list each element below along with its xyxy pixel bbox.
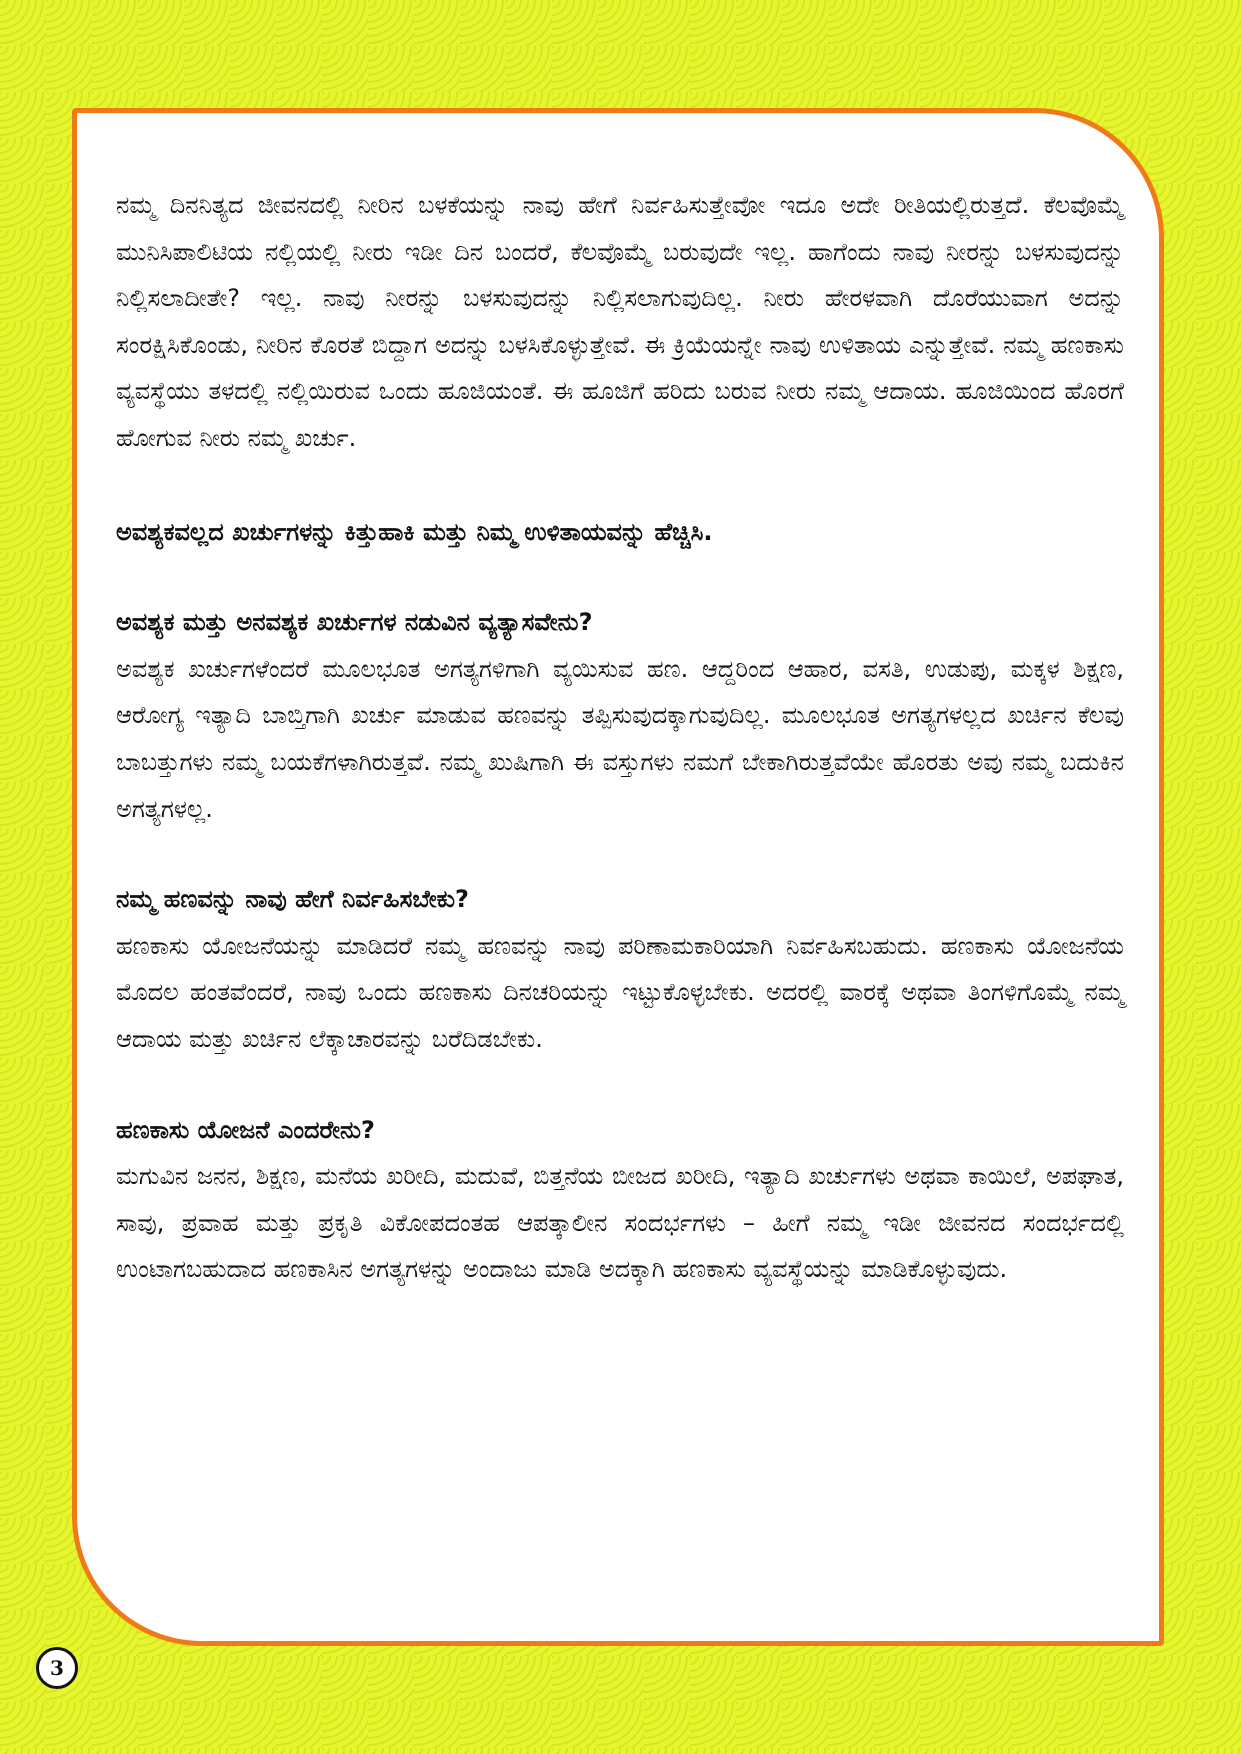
paragraph-necessary-expenses: ಅವಶ್ಯಕ ಖರ್ಚುಗಳೆಂದರೆ ಮೂಲಭೂತ ಅಗತ್ಯಗಳಿಗಾಗಿ ವ್ಯಯಿಸುವ ಹಣ. ಆದ್ದರಿಂದ ಆಹಾರ, ವಸತಿ, ಉಡುಪು, ಮಕ್ಕಳ ಶಿಕ್ಷಣ, ಆರೋಗ್ಯ ಇತ್ಯಾದಿ ಬಾಬ್ತಿಗಾಗಿ ಖರ್ಚು ಮಾಡುವ ಹಣವನ್ನು ತಪ್ಪಿಸುವುದಕ್ಕಾಗುವುದಿಲ್ಲ. ಮೂಲಭೂತ ಅಗತ್ಯಗಳಲ್ಲದ ಖರ್ಚಿನ ಕೆಲವು ಬಾಬತ್ತುಗಳು ನಮ್ಮ ಬಯಕೆಗಳಾಗಿರುತ್ತವೆ. ನಮ್ಮ ಖುಷಿಗಾಗಿ ಈ ವಸ್ತುಗಳು ನಮಗೆ ಬೇಕಾಗಿರುತ್ತವೆಯೇ ಹೊರತು ಅವು ನಮ್ಮ ಬದುಕಿನ ಅಗತ್ಯಗಳಲ್ಲ. xyxy=(116,654,1124,823)
paragraph-financial-planning: ಹಣಕಾಸು ಯೋಜನೆಯನ್ನು ಮಾಡಿದರೆ ನಮ್ಮ ಹಣವನ್ನು ನಾವು ಪರಿಣಾಮಕಾರಿಯಾಗಿ ನಿರ್ವಹಿಸಬಹುದು. ಹಣಕಾಸು ಯೋಜನೆಯ ಮೊದಲ ಹಂತವೆಂದರೆ, ನಾವು ಒಂದು ಹಣಕಾಸು ದಿನಚರಿಯನ್ನು ಇಟ್ಟುಕೊಳ್ಳಬೇಕು. ಅದರಲ್ಲಿ ವಾರಕ್ಕೆ ಅಥವಾ ತಿಂಗಳಿಗೊಮ್ಮೆ ನಮ್ಮ ಆದಾಯ ಮತ್ತು ಖರ್ಚಿನ ಲೆಕ್ಕಾಚಾರವನ್ನು ಬರೆದಿಡಬೇಕು. xyxy=(116,931,1124,1053)
paragraph-financial-plan-definition: ಮಗುವಿನ ಜನನ, ಶಿಕ್ಷಣ, ಮನೆಯ ಖರೀದಿ, ಮದುವೆ, ಬಿತ್ತನೆಯ ಬೀಜದ ಖರೀದಿ, ಇತ್ಯಾದಿ ಖರ್ಚುಗಳು ಅಥವಾ ಕಾಯಿಲೆ, ಅಪಘಾತ, ಸಾವು, ಪ್ರವಾಹ ಮತ್ತು ಪ್ರಕೃತಿ ವಿಕೋಪದಂತಹ ಆಪತ್ಕಾಲೀನ ಸಂದರ್ಭಗಳು – ಹೀಗೆ ನಮ್ಮ ಇಡೀ ಜೀವನದ ಸಂದರ್ಭದಲ್ಲಿ ಉಂಟಾಗಬಹುದಾದ ಹಣಕಾಸಿನ ಅಗತ್ಯಗಳನ್ನು ಅಂದಾಜು ಮಾಡಿ ಅದಕ್ಕಾಗಿ ಹಣಕಾಸು ವ್ಯವಸ್ಥೆಯನ್ನು ಮಾಡಿಕೊಳ್ಳುವುದು. xyxy=(116,1162,1124,1284)
tagline-cut-expenses: ಅವಶ್ಯಕವಲ್ಲದ ಖರ್ಚುಗಳನ್ನು ಕಿತ್ತುಹಾಕಿ ಮತ್ತು ನಿಮ್ಮ ಉಳಿತಾಯವನ್ನು ಹೆಚ್ಚಿಸಿ. xyxy=(116,517,713,546)
heading-necessary-vs-unnecessary: ಅವಶ್ಯಕ ಮತ್ತು ಅನವಶ್ಯಕ ಖರ್ಚುಗಳ ನಡುವಿನ ವ್ಯತ್ಯಾಸವೇನು? xyxy=(116,608,593,637)
heading-what-is-financial-plan: ಹಣಕಾಸು ಯೋಜನೆ ಎಂದರೇನು? xyxy=(116,1115,375,1144)
page-number: 3 xyxy=(36,1647,78,1689)
paragraph-water-analogy: ನಮ್ಮ ದಿನನಿತ್ಯದ ಜೀವನದಲ್ಲಿ ನೀರಿನ ಬಳಕೆಯನ್ನು ನಾವು ಹೇಗೆ ನಿರ್ವಹಿಸುತ್ತೇವೋ ಇದೂ ಅದೇ ರೀತಿಯಲ್ಲಿರುತ್ತದೆ. ಕೆಲವೊಮ್ಮೆ ಮುನಿಸಿಪಾಲಿಟಿಯ ನಲ್ಲಿಯಲ್ಲಿ ನೀರು ಇಡೀ ದಿನ ಬಂದರೆ, ಕೆಲವೊಮ್ಮೆ ಬರುವುದೇ ಇಲ್ಲ. ಹಾಗೆಂದು ನಾವು ನೀರನ್ನು ಬಳಸುವುದನ್ನು ನಿಲ್ಲಿಸಲಾದೀತೇ? ಇಲ್ಲ. ನಾವು ನೀರನ್ನು ಬಳಸುವುದನ್ನು ನಿಲ್ಲಿಸಲಾಗುವುದಿಲ್ಲ. ನೀರು ಹೇರಳವಾಗಿ ದೊರೆಯುವಾಗ ಅದನ್ನು ಸಂರಕ್ಷಿಸಿಕೊಂಡು, ನೀರಿನ ಕೊರತೆ ಬಿದ್ದಾಗ ಅದನ್ನು ಬಳಸಿಕೊಳ್ಳುತ್ತೇವೆ. ಈ ಕ್ರಿಯೆಯನ್ನೇ ನಾವು ಉಳಿತಾಯ ಎನ್ನುತ್ತೇವೆ. ನಮ್ಮ ಹಣಕಾಸು ವ್ಯವಸ್ಥೆಯು ತಳದಲ್ಲಿ ನಲ್ಲಿಯಿರುವ ಒಂದು ಹೂಜಿಯಂತೆ. ಈ ಹೂಜಿಗೆ ಹರಿದು ಬರುವ ನೀರು ನಮ್ಮ ಆದಾಯ. ಹೂಜಿಯಿಂದ ಹೊರಗೆ ಹೋಗುವ ನೀರು ನಮ್ಮ ಖರ್ಚು. xyxy=(116,191,1124,452)
page-content xyxy=(116,182,1124,1293)
heading-manage-money: ನಮ್ಮ ಹಣವನ್ನು ನಾವು ಹೇಗೆ ನಿರ್ವಹಿಸಬೇಕು? xyxy=(116,885,469,914)
